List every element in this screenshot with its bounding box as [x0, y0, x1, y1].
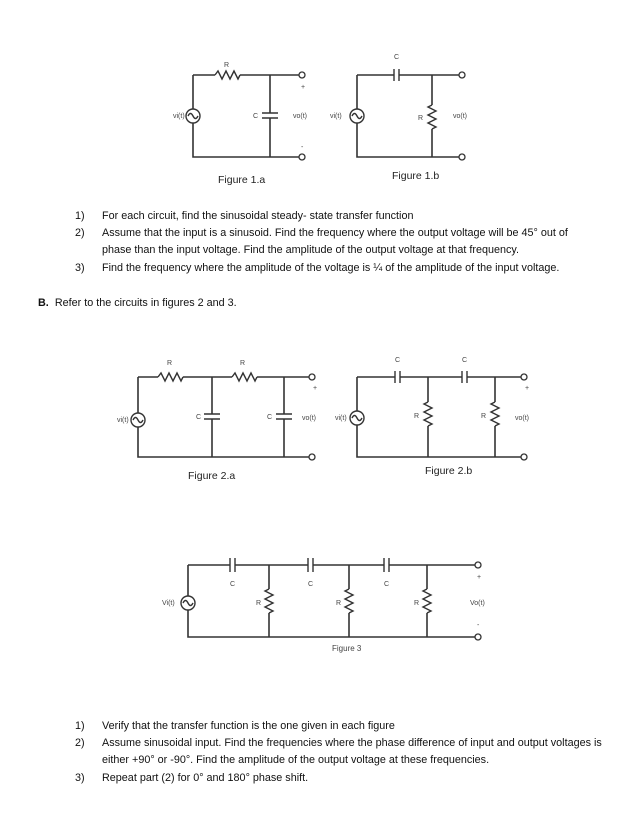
capacitor-label-c2-2a: C [267, 414, 273, 421]
source-label-2b: vi(t) [335, 415, 347, 422]
resistor-label-1a: R [224, 62, 230, 69]
figure-3-caption: Figure 3 [332, 644, 362, 653]
resistor-label-1b: R [418, 115, 424, 122]
capacitor-label-c1-2b: C [395, 357, 401, 364]
list-item: 1) Verify that the transfer function is the one given in each figure [75, 720, 395, 732]
resistor-r3-3 [423, 589, 431, 613]
source-label-1a: vi(t) [173, 113, 185, 120]
minus-label-1a: - [301, 144, 304, 151]
output-label-2a: vo(t) [302, 415, 316, 422]
list-item: 2) Assume that the input is a sinusoid. Find the frequency where the output voltage will be 45° out of phase than the input voltage. Find the amplitude of the output voltage at that frequency. [75, 227, 568, 257]
figure-1a-circuit [173, 62, 307, 186]
capacitor-c-1a [262, 113, 278, 118]
capacitor-label-c1-2a: C [196, 414, 202, 421]
resistor-r1-3 [265, 589, 273, 613]
capacitor-c2-3 [308, 558, 313, 572]
figure-1b-caption: Figure 1.b [392, 170, 440, 182]
resistor-label-r2-3: R [336, 600, 342, 607]
capacitor-c3-3 [384, 558, 389, 572]
output-label-3: Vo(t) [470, 600, 485, 607]
capacitor-label-c3-3: C [384, 581, 390, 588]
resistor-r-1a [215, 71, 240, 79]
list-item: 2) Assume sinusoidal input. Find the frequencies where the phase difference of input and output voltages is either +90° or -90°. Find the amplitude of the output voltage at these frequencies. [75, 737, 602, 767]
output-label-2b: vo(t) [515, 415, 529, 422]
capacitor-label-c2-2b: C [462, 357, 468, 364]
figure-1b-circuit [330, 54, 467, 182]
plus-label-3: + [477, 574, 482, 581]
resistor-label-r3-3: R [414, 600, 420, 607]
resistor-label-r2-2a: R [240, 360, 246, 367]
resistor-r-1b [428, 105, 436, 129]
figure-3-circuit [162, 558, 485, 653]
capacitor-label-1b: C [394, 54, 400, 61]
resistor-label-r1-2a: R [167, 360, 173, 367]
list-item: 1) For each circuit, find the sinusoidal steady- state transfer function [75, 210, 414, 222]
capacitor-label-c1-3: C [230, 581, 236, 588]
list-item: 3) Repeat part (2) for 0° and 180° phase shift. [75, 771, 309, 784]
resistor-label-r1-2b: R [414, 413, 420, 420]
source-label-1b: vi(t) [330, 113, 342, 120]
figure-2b-circuit [335, 357, 529, 477]
list-item: 3) Find the frequency where the amplitude of the voltage is ¼ of the amplitude of the input voltage. [75, 261, 560, 274]
resistor-r1-2a [158, 373, 183, 381]
resistor-label-r1-3: R [256, 600, 262, 607]
figure-2a-caption: Figure 2.a [188, 470, 236, 482]
figure-1a-caption: Figure 1.a [218, 174, 266, 186]
capacitor-c1-2a [204, 414, 220, 419]
capacitor-c-1b [394, 69, 399, 81]
resistor-r2-2a [232, 373, 257, 381]
figure-1-diagram [160, 45, 490, 195]
source-label-2a: vi(t) [117, 417, 129, 424]
plus-label-1a: + [301, 84, 306, 91]
source-label-3: Vi(t) [162, 600, 175, 607]
figure-2a-circuit [117, 360, 317, 482]
minus-label-3: - [477, 622, 480, 629]
capacitor-c1-3 [230, 558, 235, 572]
section-b-question-list [75, 718, 602, 787]
section-a-question-list [75, 208, 568, 277]
resistor-r1-2b [424, 402, 432, 426]
capacitor-c2-2a [276, 414, 292, 419]
output-label-1a: vo(t) [293, 113, 307, 120]
plus-label-2b: + [525, 385, 530, 392]
figure-3-diagram [150, 545, 500, 660]
capacitor-label-c2-3: C [308, 581, 314, 588]
capacitor-c1-2b [395, 371, 400, 383]
figure-2-diagram [112, 350, 542, 490]
output-label-1b: vo(t) [453, 113, 467, 120]
capacitor-label-1a: C [253, 113, 259, 120]
resistor-label-r2-2b: R [481, 413, 487, 420]
figure-2b-caption: Figure 2.b [425, 465, 473, 477]
section-b-heading: B. Refer to the circuits in figures 2 and 3. [38, 297, 237, 309]
resistor-r2-3 [345, 589, 353, 613]
resistor-r2-2b [491, 402, 499, 426]
plus-label-2a: + [313, 385, 318, 392]
capacitor-c2-2b [462, 371, 467, 383]
